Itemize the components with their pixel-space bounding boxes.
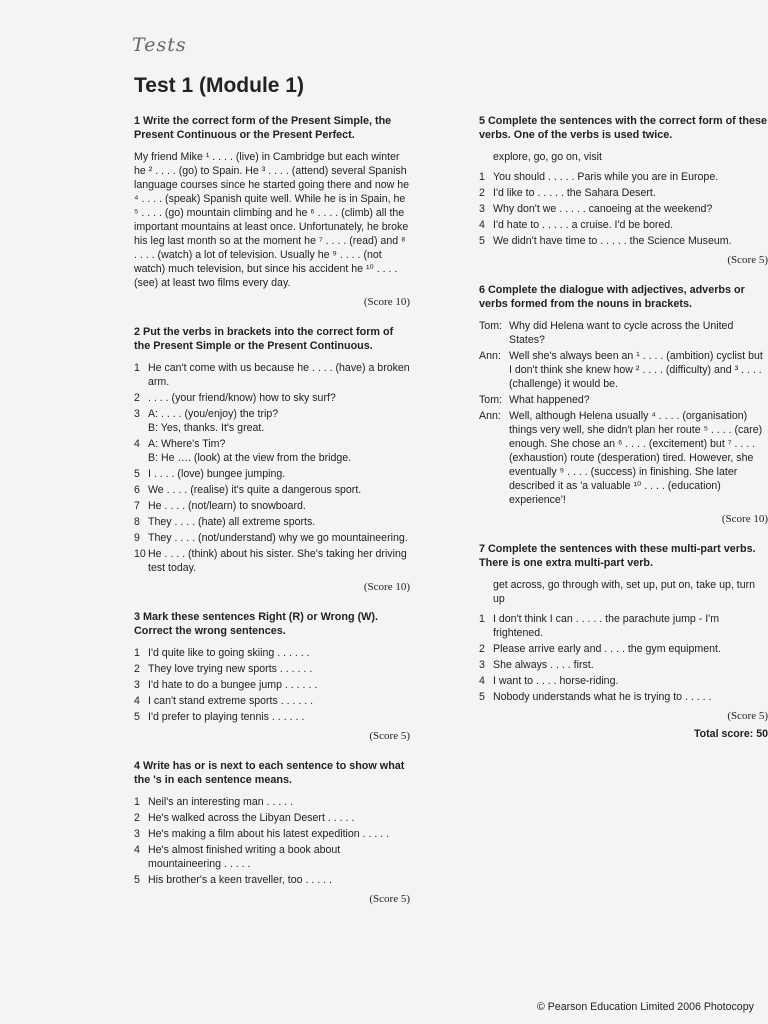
section-5-title: 5 Complete the sentences with the correct form of these verbs. One of the verbs is used twice.	[479, 115, 767, 141]
item-line: We . . . . (realise) it's quite a dangerous sport.	[148, 484, 362, 496]
page-title: Test 1 (Module 1)	[134, 74, 304, 97]
copyright-footer: © Pearson Education Limited 2006 Photocopy	[537, 1001, 754, 1013]
item-line: You should . . . . . Paris while you are in Europe.	[493, 171, 719, 183]
list-item	[134, 361, 410, 389]
section-5-score: (Score 5)	[727, 254, 768, 266]
list-item	[134, 662, 410, 676]
item-number: 1	[134, 362, 140, 374]
section-6-dialogue	[479, 319, 768, 507]
right-column	[479, 114, 768, 757]
section-2-title: 2 Put the verbs in brackets into the correct form of the Present Simple or the Present Continuous.	[134, 326, 394, 352]
section-3-score: (Score 5)	[369, 730, 410, 742]
section-1-title: 1 Write the correct form of the Present Simple, the Present Continuous or the Present Perfect.	[134, 115, 392, 141]
tests-logo: Tests	[132, 34, 187, 56]
item-line: He . . . . (not/learn) to snowboard.	[148, 500, 306, 512]
item-number: 3	[134, 408, 140, 420]
item-line: Why don't we . . . . . canoeing at the weekend?	[493, 203, 713, 215]
section-1-score: (Score 10)	[363, 296, 410, 308]
item-text	[493, 234, 768, 248]
item-number: 3	[134, 828, 140, 840]
item-number: 4	[134, 438, 140, 450]
section-1-text: My friend Mike ¹ . . . . (live) in Cambridge but each winter he ² . . . . (go) to Spain. He ³ . . . . (attend) several Spanish language courses since he started going there and now he ⁴ . . . . (speak) Spanish quite well. While he is in Spain, he ⁵ . . . . (go) mountain climbing and he ⁶ . . . . (climb) all the important mountains at least once. Unfortunately, he broke his leg last month so at the moment he ⁷ . . . . (read) and ⁸ . . . . (watch) a lot of television. Usually he ⁹ . . . . (not watch) much television, but since his accident he ¹⁰ . . . . (see) at least two films every day.	[134, 151, 410, 289]
item-line: B: He …. (look) at the view from the bridge.	[148, 452, 352, 464]
item-number: 3	[134, 679, 140, 691]
item-text	[148, 499, 410, 513]
dialogue-text: Why did Helena want to cycle across the United States?	[509, 320, 734, 346]
section-6	[479, 283, 768, 526]
item-number: 2	[134, 812, 140, 824]
speaker: Tom:	[479, 394, 502, 406]
item-line: Please arrive early and . . . . the gym equipment.	[493, 643, 721, 655]
section-4-list	[134, 795, 410, 887]
item-text	[148, 646, 410, 660]
item-number: 4	[134, 844, 140, 856]
item-line: He's making a film about his latest expedition . . . . .	[148, 828, 390, 840]
dialogue-line	[479, 349, 768, 391]
item-number: 4	[479, 675, 485, 687]
item-line: I . . . . (love) bungee jumping.	[148, 468, 286, 480]
item-line: She always . . . . first.	[493, 659, 594, 671]
item-line: We didn't have time to . . . . . the Science Museum.	[493, 235, 732, 247]
item-line: His brother's a keen traveller, too . . . . .	[148, 874, 332, 886]
list-item	[134, 811, 410, 825]
item-text	[148, 694, 410, 708]
item-number: 1	[134, 647, 140, 659]
item-number: 10	[134, 548, 146, 560]
item-text	[148, 361, 410, 389]
item-line: Neil's an interesting man . . . . .	[148, 796, 294, 808]
section-4	[134, 759, 410, 906]
item-text	[148, 547, 410, 575]
dialogue-line	[479, 409, 768, 507]
section-1	[134, 114, 410, 309]
item-text	[493, 674, 768, 688]
item-number: 5	[479, 691, 485, 703]
list-item	[134, 827, 410, 841]
item-number: 3	[479, 659, 485, 671]
item-number: 4	[479, 219, 485, 231]
item-line: I don't think I can . . . . . the parachute jump - I'm frightened.	[493, 613, 720, 639]
section-2-list	[134, 361, 410, 575]
section-4-title: 4 Write has or is next to each sentence to show what the 's in each sentence means.	[134, 760, 405, 786]
list-item	[479, 186, 768, 200]
dialogue-text: What happened?	[509, 394, 590, 406]
item-text	[148, 437, 410, 465]
list-item	[479, 202, 768, 216]
list-item	[134, 467, 410, 481]
list-item	[134, 437, 410, 465]
item-line: A: . . . . (you/enjoy) the trip?	[148, 408, 279, 420]
list-item	[479, 170, 768, 184]
total-score: Total score: 50	[694, 728, 768, 740]
item-text	[148, 795, 410, 809]
item-line: He's walked across the Libyan Desert . . . . .	[148, 812, 355, 824]
section-7-title: 7 Complete the sentences with these multi-part verbs. There is one extra multi-part verb.	[479, 543, 756, 569]
item-text	[493, 690, 768, 704]
dialogue-line	[479, 319, 768, 347]
item-text	[493, 202, 768, 216]
item-number: 3	[479, 203, 485, 215]
section-2-score: (Score 10)	[363, 581, 410, 593]
section-6-score: (Score 10)	[721, 513, 768, 525]
list-item	[479, 218, 768, 232]
item-number: 5	[479, 235, 485, 247]
list-item	[134, 843, 410, 871]
item-text	[148, 873, 410, 887]
item-number: 7	[134, 500, 140, 512]
section-3	[134, 610, 410, 743]
list-item	[479, 642, 768, 656]
item-number: 1	[134, 796, 140, 808]
item-line: B: Yes, thanks. It's great.	[148, 422, 265, 434]
item-text	[148, 531, 410, 545]
list-item	[479, 612, 768, 640]
list-item	[134, 531, 410, 545]
section-7-score: (Score 5)	[727, 710, 768, 722]
item-text	[493, 612, 768, 640]
item-number: 5	[134, 468, 140, 480]
item-text	[493, 218, 768, 232]
dialogue-text: Well she's always been an ¹ . . . . (ambition) cyclist but I don't think she knew how ² . . . . (difficulty) and ³ . . . . (challenge) it would be.	[509, 350, 763, 390]
section-7	[479, 542, 768, 741]
section-7-list	[479, 612, 768, 704]
list-item	[134, 795, 410, 809]
item-text	[148, 391, 410, 405]
item-number: 6	[134, 484, 140, 496]
list-item	[479, 674, 768, 688]
item-number: 9	[134, 532, 140, 544]
item-text	[148, 811, 410, 825]
list-item	[134, 483, 410, 497]
section-5	[479, 114, 768, 267]
dialogue-text: Well, although Helena usually ⁴ . . . . (organisation) things very well, she didn't plan her route ⁵ . . . . (care) enough. She chose an ⁶ . . . . (excitement) but ⁷ . . . . (exhaustion) route (desperation) tired. However, she eventually ⁹ . . . . (success) in finishing. She later described it as 'a valuable ¹⁰ . . . . (education) experience'!	[509, 410, 763, 506]
item-line: They . . . . (not/understand) why we go mountaineering.	[148, 532, 408, 544]
list-item	[134, 710, 410, 724]
speaker: Tom:	[479, 320, 502, 332]
list-item	[134, 694, 410, 708]
item-line: Nobody understands what he is trying to . . . . .	[493, 691, 712, 703]
item-number: 1	[479, 613, 485, 625]
item-line: I can't stand extreme sports . . . . . .	[148, 695, 314, 707]
item-text	[148, 678, 410, 692]
section-3-list	[134, 646, 410, 724]
item-line: I'd hate to do a bungee jump . . . . . .	[148, 679, 318, 691]
section-2	[134, 325, 410, 594]
item-number: 5	[134, 874, 140, 886]
item-text	[148, 483, 410, 497]
item-line: He can't come with us because he . . . . (have) a broken arm.	[148, 362, 410, 388]
item-text	[493, 170, 768, 184]
list-item	[479, 234, 768, 248]
item-number: 5	[134, 711, 140, 723]
section-7-wordlist: get across, go through with, set up, put on, take up, turn up	[493, 579, 756, 605]
item-text	[493, 642, 768, 656]
section-5-wordlist: explore, go, go on, visit	[493, 151, 602, 163]
item-text	[148, 827, 410, 841]
item-text	[148, 467, 410, 481]
item-text	[148, 407, 410, 435]
section-4-score: (Score 5)	[369, 893, 410, 905]
list-item	[479, 690, 768, 704]
item-number: 2	[134, 663, 140, 675]
list-item	[134, 547, 410, 575]
left-column	[134, 114, 410, 922]
list-item	[134, 678, 410, 692]
item-text	[148, 515, 410, 529]
list-item	[479, 658, 768, 672]
item-text	[148, 710, 410, 724]
item-line: A: Where's Tim?	[148, 438, 226, 450]
speaker: Ann:	[479, 350, 501, 362]
speaker: Ann:	[479, 410, 501, 422]
item-number: 1	[479, 171, 485, 183]
list-item	[134, 499, 410, 513]
list-item	[134, 873, 410, 887]
item-number: 2	[479, 187, 485, 199]
item-text	[148, 662, 410, 676]
item-line: He . . . . (think) about his sister. She's taking her driving test today.	[148, 548, 407, 574]
list-item	[134, 391, 410, 405]
item-line: They love trying new sports . . . . . .	[148, 663, 313, 675]
item-number: 4	[134, 695, 140, 707]
section-6-title: 6 Complete the dialogue with adjectives, adverbs or verbs formed from the nouns in brackets.	[479, 284, 745, 310]
item-number: 2	[134, 392, 140, 404]
section-5-list	[479, 170, 768, 248]
dialogue-line	[479, 393, 768, 407]
item-line: I'd like to . . . . . the Sahara Desert.	[493, 187, 656, 199]
item-line: . . . . (your friend/know) how to sky surf?	[148, 392, 336, 404]
item-text	[493, 658, 768, 672]
item-line: I'd hate to . . . . . a cruise. I'd be bored.	[493, 219, 674, 231]
item-line: They . . . . (hate) all extreme sports.	[148, 516, 316, 528]
item-line: I want to . . . . horse-riding.	[493, 675, 619, 687]
list-item	[134, 407, 410, 435]
section-3-title: 3 Mark these sentences Right (R) or Wrong (W). Correct the wrong sentences.	[134, 611, 378, 637]
item-number: 2	[479, 643, 485, 655]
item-line: I'd prefer to playing tennis . . . . . .	[148, 711, 305, 723]
item-number: 8	[134, 516, 140, 528]
item-line: He's almost finished writing a book about mountaineering . . . . .	[148, 844, 341, 870]
list-item	[134, 646, 410, 660]
item-line: I'd quite like to going skiing . . . . . .	[148, 647, 310, 659]
item-text	[148, 843, 410, 871]
list-item	[134, 515, 410, 529]
item-text	[493, 186, 768, 200]
